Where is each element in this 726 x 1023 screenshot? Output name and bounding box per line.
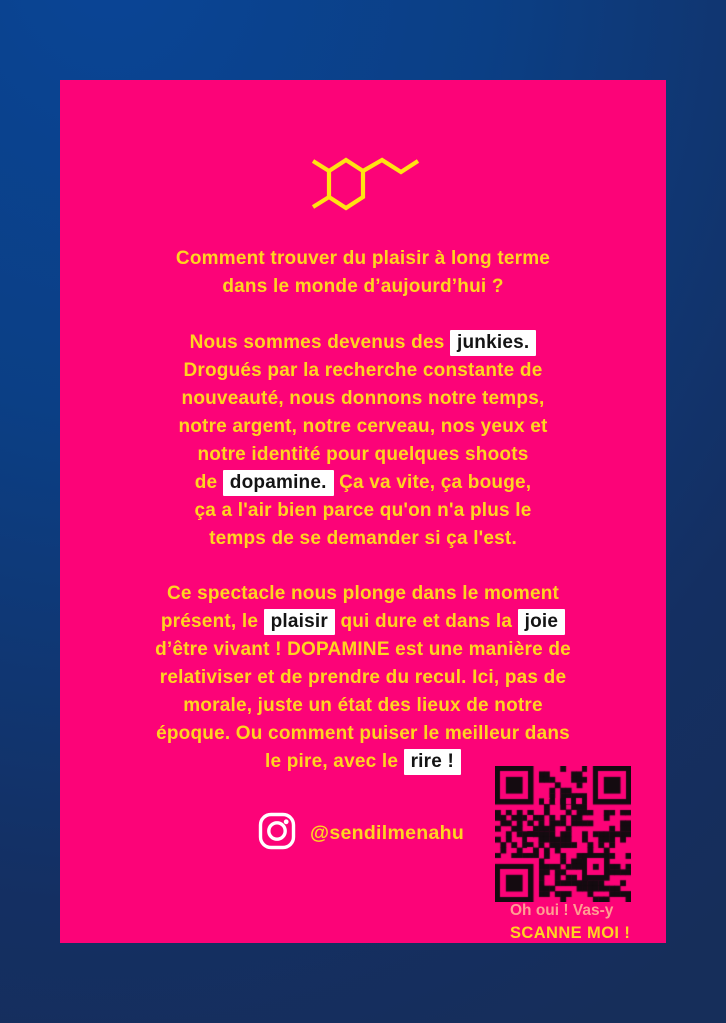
text-line: notre argent, notre cerveau, nos yeux et [178,416,548,437]
text-line: relativiser et de prendre du recul. Ici, pas de [159,667,567,688]
highlighted-word: rire ! [404,749,461,775]
text-line: d’être vivant ! DOPAMINE est une manière de [155,639,571,660]
junkies-paragraph [60,329,666,553]
intro-question [60,245,666,301]
instagram-icon [257,811,297,856]
qr-caption-line1: Oh oui ! Vas-y [510,902,614,919]
instagram-handle: @sendilmenahu [310,821,465,844]
qr-code [495,766,631,902]
instagram-row [257,813,464,853]
text-line: notre identité pour quelques shoots [197,444,529,465]
text-line: temps de se demander si ça l'est. [209,528,517,549]
text-line: morale, juste un état des lieux de notre [183,695,543,716]
pink-poster-card [60,80,666,943]
text-line: dans le monde d’aujourd’hui ? [222,276,504,297]
highlighted-word: joie [518,609,566,635]
highlighted-word: dopamine. [223,470,334,496]
text-line: le pire, avec le rire ! [60,748,666,776]
highlighted-word: junkies. [450,330,536,356]
text-line: nouveauté, nous donnons notre temps, [181,388,545,409]
text-line: Ce spectacle nous plonge dans le moment [166,583,560,604]
text-line: présent, le plaisir qui dure et dans la joie [60,608,666,636]
text-line: époque. Ou comment puiser le meilleur dans [156,723,570,744]
highlighted-word: plaisir [264,609,335,635]
qr-caption [510,900,670,944]
text-line: Comment trouver du plaisir à long terme [175,248,551,269]
text-line: de dopamine. Ça va vite, ça bouge, [60,469,666,497]
text-line: Drogués par la recherche constante de [183,360,543,381]
text-line: ça a l'air bien parce qu'on n'a plus le [194,500,532,521]
dopamine-molecule-icon [60,156,666,214]
qr-caption-line2: SCANNE MOI ! [510,924,631,942]
text-line: Nous sommes devenus des junkies. [60,329,666,357]
spectacle-paragraph [60,580,666,776]
